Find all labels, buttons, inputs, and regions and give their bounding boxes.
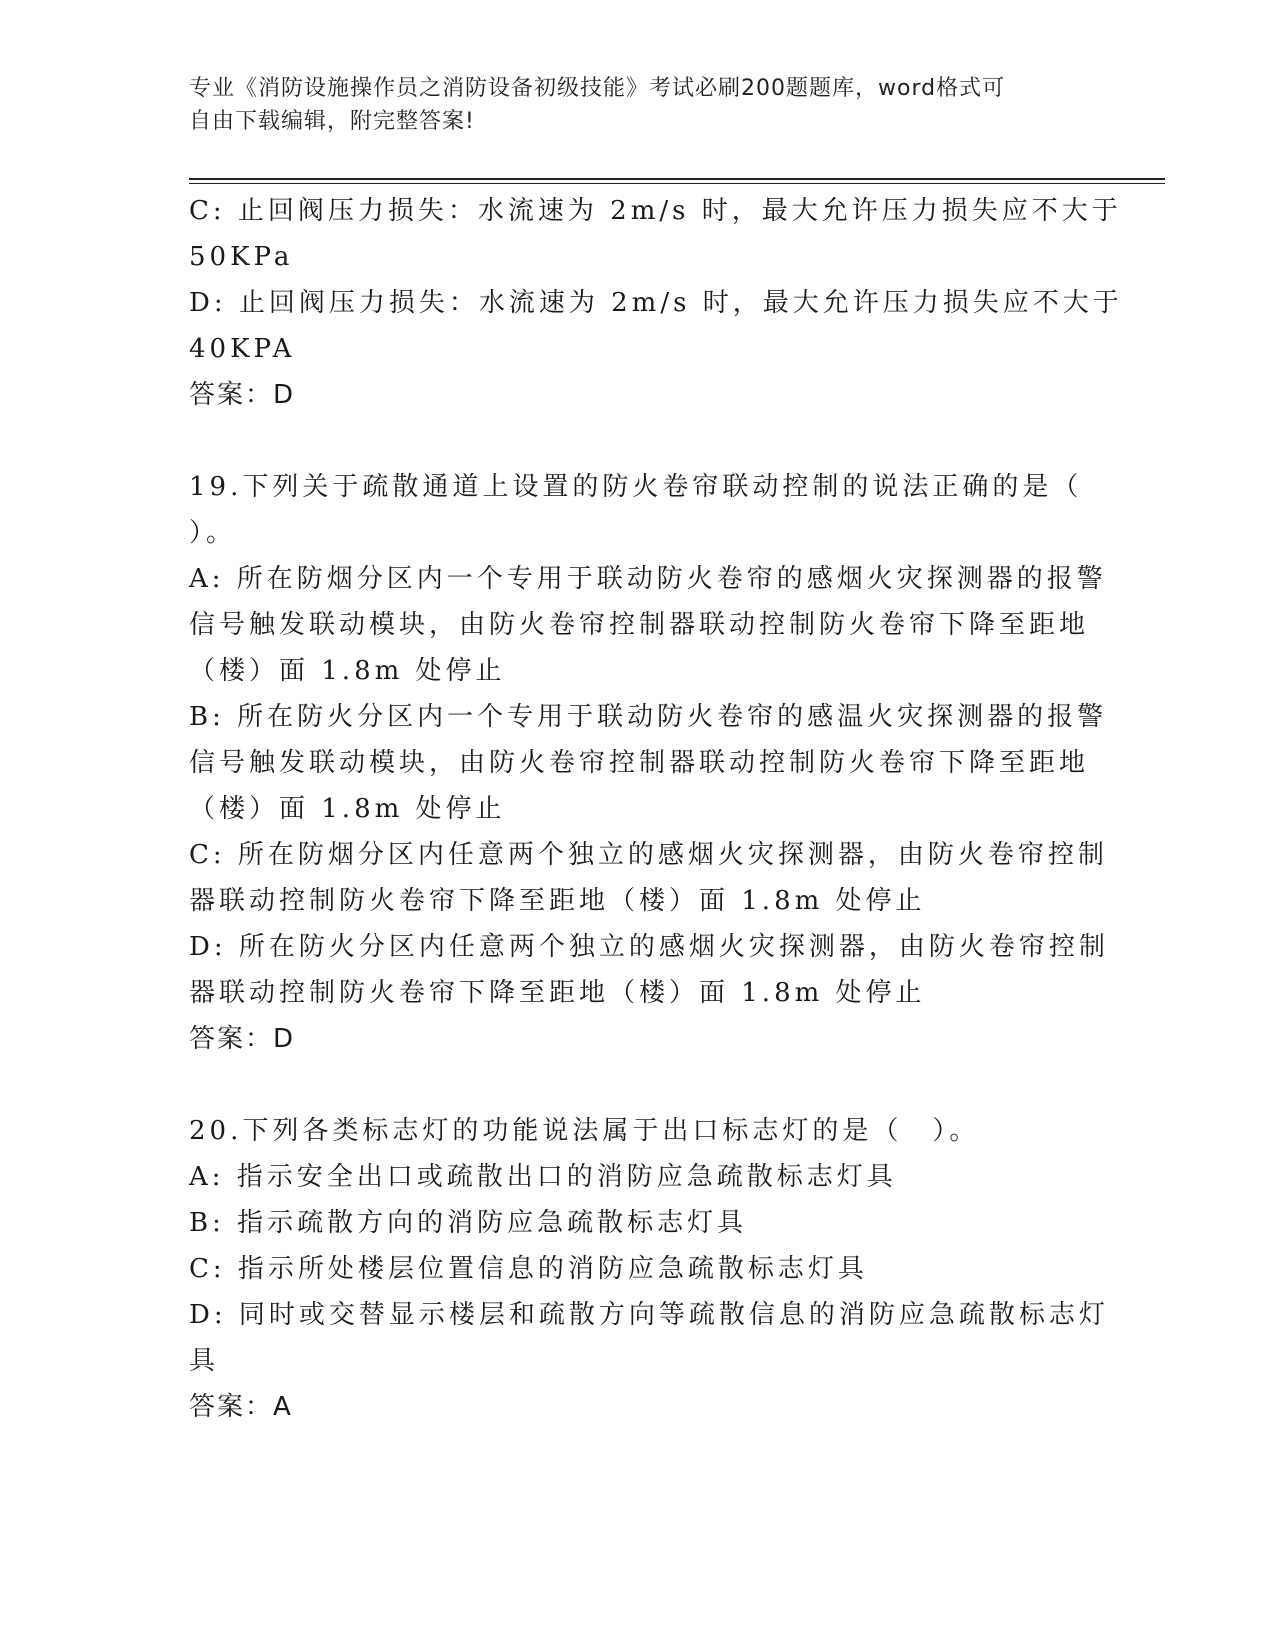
answer: 答案：D [189,1024,296,1054]
header-rule-thick [189,178,1165,180]
option-d: D: 同时或交替显示楼层和疏散方向等疏散信息的消防应急疏散标志灯 [189,1300,1109,1330]
spacer [189,418,1089,464]
option-d-continued: 器联动控制防火卷帘下降至距地（楼）面 1.8m 处停止 [189,978,926,1008]
document-header [189,72,1089,138]
header-title-line-2: 自由下载编辑，附完整答案! [189,109,475,134]
option-d: D: 止回阀压力损失：水流速为 2m/s 时，最大允许压力损失应不大于 [189,288,1123,318]
question-stem: 20.下列各类标志灯的功能说法属于出口标志灯的是（ ）。 [189,1116,980,1146]
option-c-continued: 器联动控制防火卷帘下降至距地（楼）面 1.8m 处停止 [189,886,926,916]
option-d-continued: 具 [189,1346,220,1376]
header-rule-thin [189,183,1165,184]
option-a-continued: 信号触发联动模块，由防火卷帘控制器联动控制防火卷帘下降至距地 [189,610,1090,640]
header-title-line-1: 专业《消防设施操作员之消防设备初级技能》考试必刷200题题库，word格式可 [189,76,1006,101]
question-stem: 19.下列关于疏散通道上设置的防火卷帘联动控制的说法正确的是（ [189,472,1083,502]
option-c: C: 所在防烟分区内任意两个独立的感烟火灾探测器，由防火卷帘控制 [189,840,1108,870]
answer: 答案：D [189,380,296,410]
option-b: B: 所在防火分区内一个专用于联动防火卷帘的感温火灾探测器的报警 [189,702,1108,732]
option-b-continued: 信号触发联动模块，由防火卷帘控制器联动控制防火卷帘下降至距地 [189,748,1090,778]
question-20 [189,1108,1109,1430]
answer: 答案：A [189,1392,293,1422]
question-stem-continued: ）。 [189,518,237,548]
option-a-continued: （楼）面 1.8m 处停止 [189,656,506,686]
document-body [189,188,1123,1430]
option-b-continued: （楼）面 1.8m 处停止 [189,794,506,824]
option-a: A: 所在防烟分区内一个专用于联动防火卷帘的感烟火灾探测器的报警 [189,564,1107,594]
question-18 [189,188,1123,418]
spacer [189,1062,1089,1108]
option-a: A: 指示安全出口或疏散出口的消防应急疏散标志灯具 [189,1162,897,1192]
option-b: B: 指示疏散方向的消防应急疏散标志灯具 [189,1208,748,1238]
option-d-continued: 40KPA [189,334,296,364]
question-19 [189,464,1109,1062]
option-c-continued: 50KPa [189,242,294,272]
option-d: D: 所在防火分区内任意两个独立的感烟火灾探测器，由防火卷帘控制 [189,932,1109,962]
option-c: C: 止回阀压力损失：水流速为 2m/s 时，最大允许压力损失应不大于 [189,196,1122,226]
option-c: C: 指示所处楼层位置信息的消防应急疏散标志灯具 [189,1254,868,1284]
